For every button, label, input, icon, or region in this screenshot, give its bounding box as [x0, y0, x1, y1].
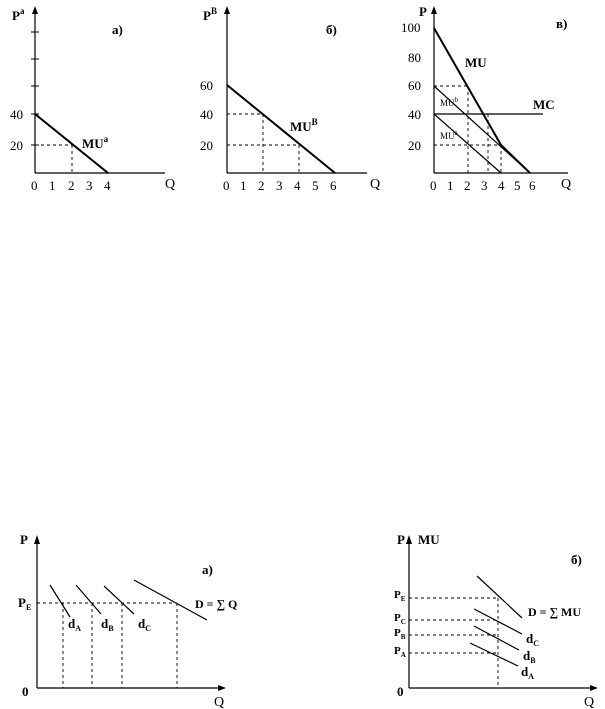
- demand-curve-a: [50, 585, 70, 617]
- curve-label-a: $d_A$: [521, 664, 535, 681]
- y-axis-arrow: [224, 6, 230, 14]
- x-tick-label: 1: [240, 178, 247, 193]
- price-label-a: $P_A$: [394, 645, 406, 659]
- y-tick-label: 80: [408, 50, 421, 65]
- x-tick-label: 4: [294, 178, 301, 193]
- curve-label-a: $d_A$: [68, 616, 82, 633]
- panel-label: б): [571, 552, 582, 567]
- y-tick-label: 40: [200, 107, 213, 122]
- x-tick-label: 1: [447, 178, 454, 193]
- y-axis-label-mu: MU: [418, 532, 440, 547]
- x-tick-label: 5: [312, 178, 319, 193]
- top-panel-a: [10, 6, 175, 193]
- bottom-panel-a: [18, 532, 237, 709]
- pe-label: $P_E$: [18, 595, 32, 612]
- x-tick-label: 2: [464, 178, 471, 193]
- mu-a-label: $MU^a$: [440, 129, 458, 141]
- mu-a-curve: [434, 114, 501, 173]
- y-axis-label: P: [419, 4, 427, 19]
- demand-curve-b: [76, 585, 101, 614]
- mu-b-label: $MU^B$: [290, 117, 318, 134]
- x-tick-label: 3: [276, 178, 283, 193]
- y-axis-label: P: [20, 532, 28, 547]
- x-tick-label: 0: [223, 178, 230, 193]
- x-tick-label: 4: [498, 178, 505, 193]
- price-label-b: $P_B$: [394, 627, 406, 641]
- y-axis-label: $P^B$: [203, 6, 217, 23]
- mu-label: MU: [465, 55, 487, 70]
- demand-curve-c: [104, 586, 134, 614]
- market-demand-label: D = ∑ MU: [528, 605, 582, 619]
- y-tick-label: 40: [10, 107, 23, 122]
- panel-label: а): [202, 562, 213, 577]
- y-tick-label: 60: [200, 78, 213, 93]
- x-tick-label: 1: [49, 178, 56, 193]
- mc-label: MC: [533, 97, 555, 112]
- panel-label: в): [556, 16, 568, 31]
- x-axis-arrow: [590, 685, 598, 691]
- mu-a-label: $MU^a$: [82, 134, 109, 151]
- x-axis-arrow: [218, 685, 226, 691]
- y-axis-label: P: [397, 532, 405, 547]
- mu-b-label: $MU^b$: [440, 96, 459, 108]
- x-tick-label: 5: [514, 178, 521, 193]
- x-tick-label: 6: [330, 178, 337, 193]
- y-axis-arrow: [431, 6, 437, 14]
- x-tick-label: 4: [104, 178, 111, 193]
- y-axis-arrow: [34, 535, 40, 544]
- y-tick-label: 60: [408, 78, 421, 93]
- demand-curve-a: [470, 643, 518, 666]
- price-label-c: $P_C$: [394, 612, 406, 626]
- y-tick-label: 100: [401, 20, 421, 35]
- x-tick-label: 0: [430, 178, 437, 193]
- price-label-e: $P_E$: [394, 589, 406, 603]
- y-axis-arrow: [406, 535, 412, 544]
- x-axis-label: Q: [584, 695, 595, 709]
- curve-label-b: $d_B$: [101, 616, 114, 633]
- top-panel-b: [200, 6, 380, 193]
- top-panel-c: [401, 4, 571, 193]
- mu-b-curve: [227, 85, 335, 173]
- x-axis-label: Q: [561, 177, 572, 192]
- curve-label-c: $d_C$: [138, 616, 152, 633]
- x-tick-label: 0: [31, 178, 38, 193]
- panel-label: а): [112, 22, 123, 37]
- bottom-panel-b: [394, 532, 598, 709]
- curve-label-b: $d_B$: [523, 648, 536, 665]
- y-tick-label: 40: [408, 107, 421, 122]
- x-tick-label: 2: [258, 178, 265, 193]
- y-tick-label: 20: [200, 138, 213, 153]
- demand-curve-b: [474, 626, 519, 650]
- y-axis-label: $P^a$: [12, 6, 25, 23]
- x-tick-label: 3: [86, 178, 93, 193]
- curve-label-c: $d_C$: [526, 631, 540, 648]
- y-tick-label: 20: [408, 138, 421, 153]
- panel-label: б): [326, 22, 337, 37]
- y-tick-label: 20: [10, 138, 23, 153]
- x-axis-label: Q: [165, 177, 176, 192]
- x-tick-label: 2: [68, 178, 75, 193]
- y-axis-arrow: [32, 6, 38, 14]
- market-demand-label: D = ∑ Q: [195, 597, 238, 611]
- x-tick-label: 3: [481, 178, 488, 193]
- x-axis-label: Q: [370, 177, 381, 192]
- x-tick-label: 6: [529, 178, 536, 193]
- origin-label: 0: [397, 684, 404, 699]
- origin-label: 0: [22, 684, 29, 699]
- market-demand-curve: [477, 576, 522, 618]
- x-axis-label: Q: [214, 695, 225, 709]
